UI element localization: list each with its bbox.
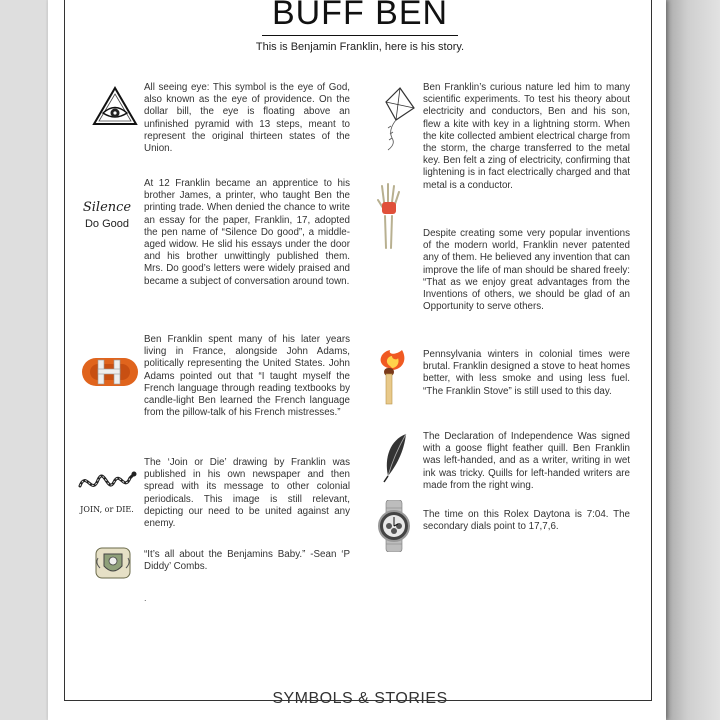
page-title: BUFF BEN (271, 0, 449, 32)
silence-do-good-icon (76, 200, 138, 230)
background-right (666, 0, 720, 720)
background-left (0, 0, 46, 720)
join-or-die-caption: JOIN, or DIE. (80, 505, 134, 514)
do-good-text: Do Good (84, 218, 130, 230)
join-or-die-text: The ‘Join or Die’ drawing by Franklin was published in his own newspaper and then spread with its message to other colonial periodicals. This image is still relevant, depicting our need to be united against any enemy. (144, 457, 350, 530)
join-or-die-snake-icon (76, 466, 138, 514)
silence-do-good-text: At 12 Franklin became an apprentice to his brother James, a printer, who taught Ben the printing trade. When denied the chance to write an essay for the paper, Franklin, 17, adopted the pen name of “Silence Do good”, a middle-aged widow. He slid his essays under the door and his brother unwittingly published them. Mrs. Do good’s letters were widely praised and became a subject of conversation around town. (144, 178, 350, 287)
benjamin-crest-icon (94, 544, 132, 582)
franklin-stove-text: Pennsylvania winters in colonial times were brutal. Franklin designed a stove to heat homes better, with less smoke and using less fuel. “The Franklin Stove” is still used to this day. (423, 349, 630, 397)
footer-label: SYMBOLS & STORIES (272, 690, 448, 707)
quill-icon (380, 432, 410, 484)
page-subtitle: This is Benjamin Franklin, here is his story. (255, 41, 465, 53)
all-seeing-eye-icon (92, 86, 138, 126)
rolex-watch-icon (374, 500, 414, 552)
kite-icon (370, 86, 416, 152)
inventions-text: Despite creating some very popular inventions of the modern world, Franklin never patented any of them. He believed any invention that can improve the life of man should be shared freely: “That as we enjoy great advantages from the Inventions of others, we should be glad of an Opportunity to serve others. (423, 228, 630, 313)
match-flame-icon (374, 348, 410, 406)
stray-mark: . (144, 593, 147, 603)
benjamins-quote-text: “It’s all about the Benjamins Baby.” -Sean ‘P Diddy’ Combs. (144, 549, 350, 573)
snake-drawing-icon (76, 466, 138, 500)
silence-script-text: Silence (82, 200, 132, 215)
rolex-text: The time on this Rolex Daytona is 7:04. The secondary dials point to 17,7,6. (423, 509, 630, 533)
kite-experiment-text: Ben Franklin’s curious nature led him to many scientific experiments. To test his theory about electricity and conductors, Ben and his son, flew a kite with key in a lightning storm. When the kite collected ambient electrical charge from the storm, the charge transferred to the metal key. Ben felt a zing of electricity, confirming that lightening is in fact electrically charged and that metal is a conductor. (423, 82, 630, 191)
skeleton-hand-icon (374, 182, 404, 252)
all-seeing-eye-text: All seeing eye: This symbol is the eye of God, also known as the eye of providence. On the dollar bill, the eye is floating above an unfinished pyramid with 13 steps, meant to represent the original thirteen states of the Union. (144, 82, 350, 155)
france-text: Ben Franklin spent many of his later years living in France, alongside John Adams, politically representing the United States. John Adams pointed out that “I taught myself the French language through reading textbooks by candle-light Ben learned the French language from the pillow-talk of his French mistresses.” (144, 334, 350, 419)
hermes-belt-icon (80, 350, 140, 394)
quill-text: The Declaration of Independence Was signed with a goose flight feather quill. Ben Franklin was left-handed, and as a writer, writing in wet ink was tricky. Quills for left-handed writers are made from the right wing. (423, 431, 630, 491)
title-underline (262, 35, 458, 36)
